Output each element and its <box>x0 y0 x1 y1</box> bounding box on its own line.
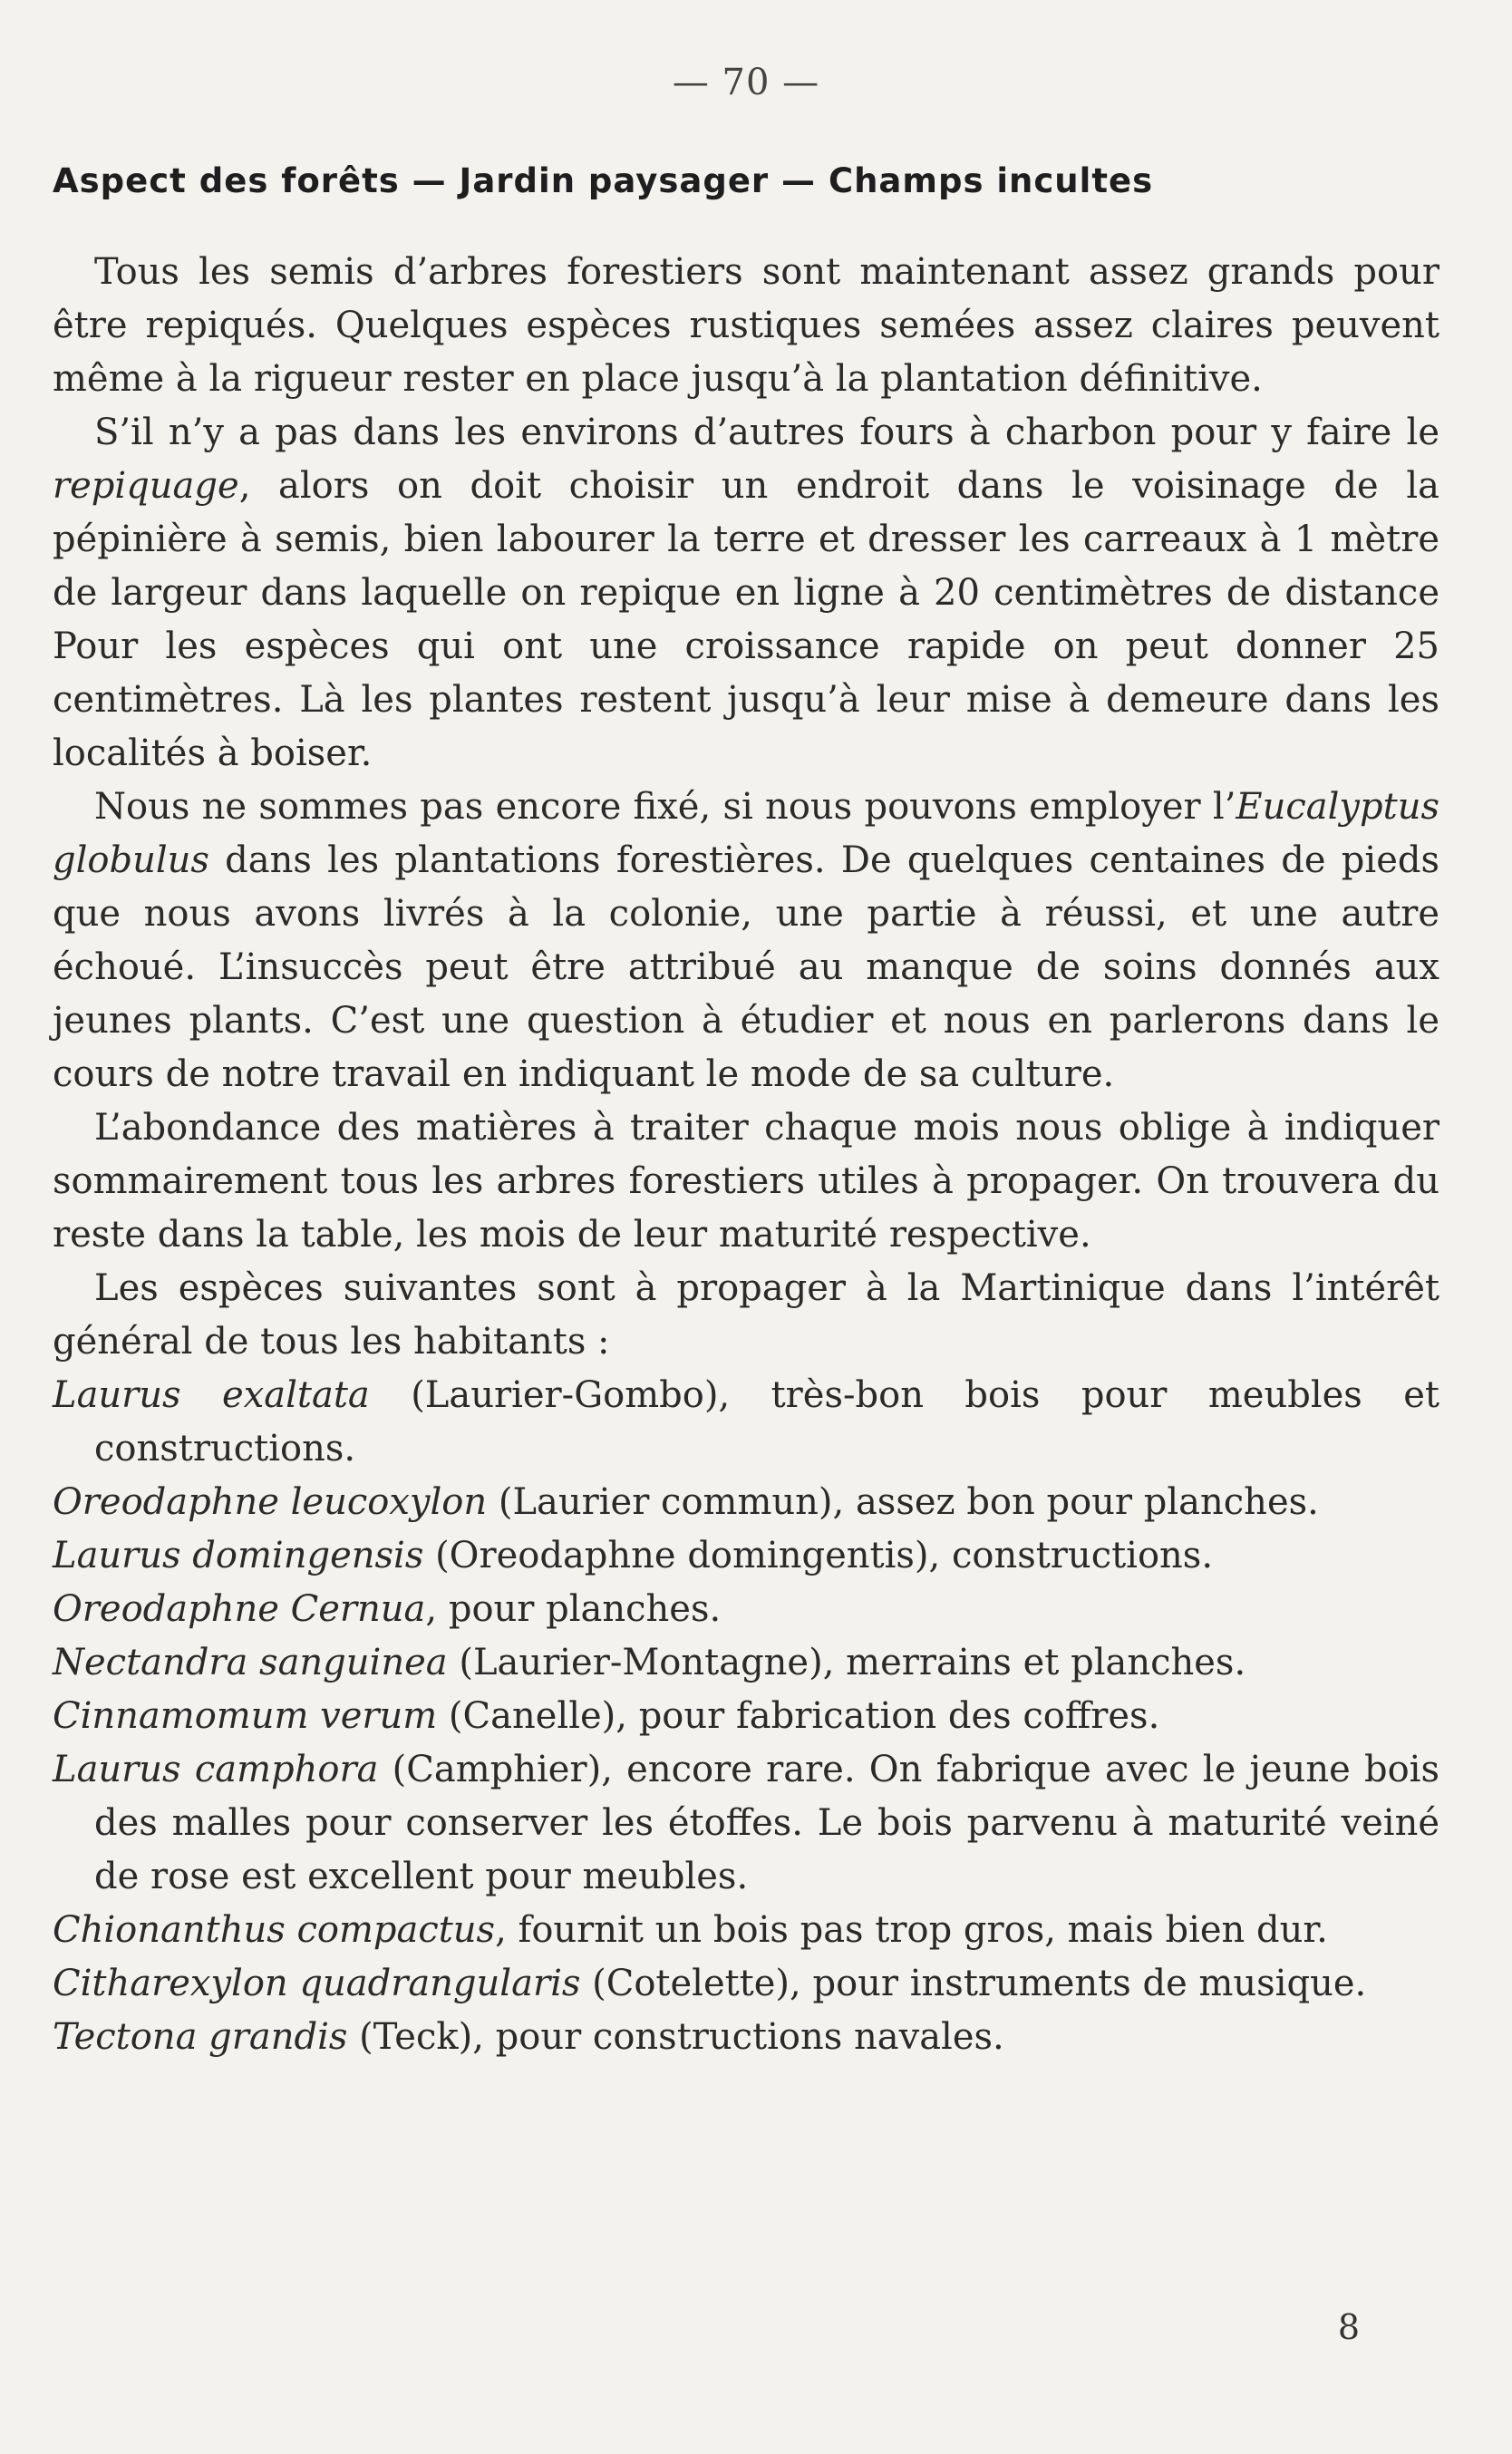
species-item <box>53 2011 1439 2064</box>
page-number: — 70 — <box>672 62 820 103</box>
species-item <box>53 1476 1439 1529</box>
species-description: (Cotelette), pour instruments de musique. <box>580 1963 1367 2004</box>
species-description: (Oreodaphne domingentis), constructions. <box>423 1535 1214 1576</box>
paragraph-4: L’abondance des matières à traiter chaque mois nous oblige à indiquer sommairement tous les arbres forestiers utiles à propager. On trouvera du reste dans la table, les mois de leur maturité respective. <box>53 1107 1439 1256</box>
paragraph-2-italic: repiquage <box>53 465 239 507</box>
paragraph-3-italic: Eucalyptus globulus <box>53 786 1439 881</box>
species-latin-name: Laurus camphora <box>53 1749 379 1790</box>
species-description: (Laurier-Gombo), très-bon bois pour meubles et constructions. <box>94 1374 1440 1469</box>
species-latin-name: Cinnamomum verum <box>53 1695 438 1737</box>
species-description: , pour planches. <box>425 1588 722 1630</box>
species-list <box>53 1369 1439 2064</box>
species-item <box>53 1636 1439 1690</box>
species-description: (Laurier commun), assez bon pour planches. <box>487 1481 1319 1523</box>
species-item <box>53 1690 1439 1743</box>
paragraph-3-text-b: dans les plantations forestières. De quelques centaines de pieds que nous avons livrés à la colonie, une partie à réussi, et une autre échoué. L’insuccès peut être attribué au manque de soins donnés aux jeunes plants. C’est une question à étudier et nous en parlerons dans le cours de notre travail en indiquant le mode de sa culture. <box>53 839 1439 1095</box>
species-latin-name: Laurus exaltata <box>53 1374 370 1416</box>
paragraph-3-text-a: Nous ne sommes pas encore fixé, si nous pouvons employer l’ <box>94 786 1236 828</box>
species-item <box>53 1583 1439 1636</box>
paragraph-3 <box>53 781 1439 1101</box>
species-description: (Camphier), encore rare. On fabrique avec le jeune bois des malles pour conserver les étoffes. Le bois parvenu à maturité veiné de rose est excellent pour meubles. <box>94 1749 1439 1897</box>
signature-mark: 8 <box>1337 2307 1360 2347</box>
species-latin-name: Chionanthus compactus <box>53 1909 496 1951</box>
species-latin-name: Laurus domingensis <box>53 1535 424 1576</box>
species-latin-name: Citharexylon quadrangularis <box>53 1963 581 2004</box>
species-description: , fournit un bois pas trop gros, mais bien dur. <box>495 1909 1328 1951</box>
species-description: (Teck), pour constructions navales. <box>347 2016 1004 2058</box>
body-text <box>53 246 1439 2064</box>
paragraph-2 <box>53 406 1439 781</box>
paragraph-2-text-b: , alors on doit choisir un endroit dans le voisinage de la pépinière à semis, bien labourer la terre et dresser les carreaux à 1 mètre de largeur dans laquelle on repique en ligne à 20 centimètres de distance Pour les espèces qui ont une croissance rapide on peut donner 25 centimètres. Là les plantes restent jusqu’à leur mise à demeure dans les localités à boiser. <box>53 465 1439 774</box>
paragraph-2-text-a: S’il n’y a pas dans les environs d’autres fours à charbon pour y faire le <box>94 412 1439 453</box>
species-latin-name: Oreodaphne leucoxylon <box>53 1481 488 1523</box>
species-item <box>53 1743 1439 1904</box>
species-description: (Laurier-Montagne), merrains et planches. <box>447 1642 1246 1683</box>
species-description: (Canelle), pour fabrication des coffres. <box>437 1695 1160 1737</box>
paragraph-1: Tous les semis d’arbres forestiers sont maintenant assez grands pour être repiqués. Quelques espèces rustiques semées assez claires peuvent même à la rigueur rester en place jusqu’à la plantation définitive. <box>53 251 1439 400</box>
species-item <box>53 1957 1439 2011</box>
species-item <box>53 1529 1439 1583</box>
species-item <box>53 1904 1439 1957</box>
species-latin-name: Nectandra sanguinea <box>53 1642 448 1683</box>
paragraph-5: Les espèces suivantes sont à propager à la Martinique dans l’intérêt général de tous les habitants : <box>53 1267 1439 1363</box>
section-heading: Aspect des forêts — Jardin paysager — Champs incultes <box>53 161 1154 200</box>
species-item <box>53 1369 1439 1476</box>
species-latin-name: Oreodaphne Cernua <box>53 1588 426 1630</box>
species-latin-name: Tectona grandis <box>53 2016 348 2058</box>
